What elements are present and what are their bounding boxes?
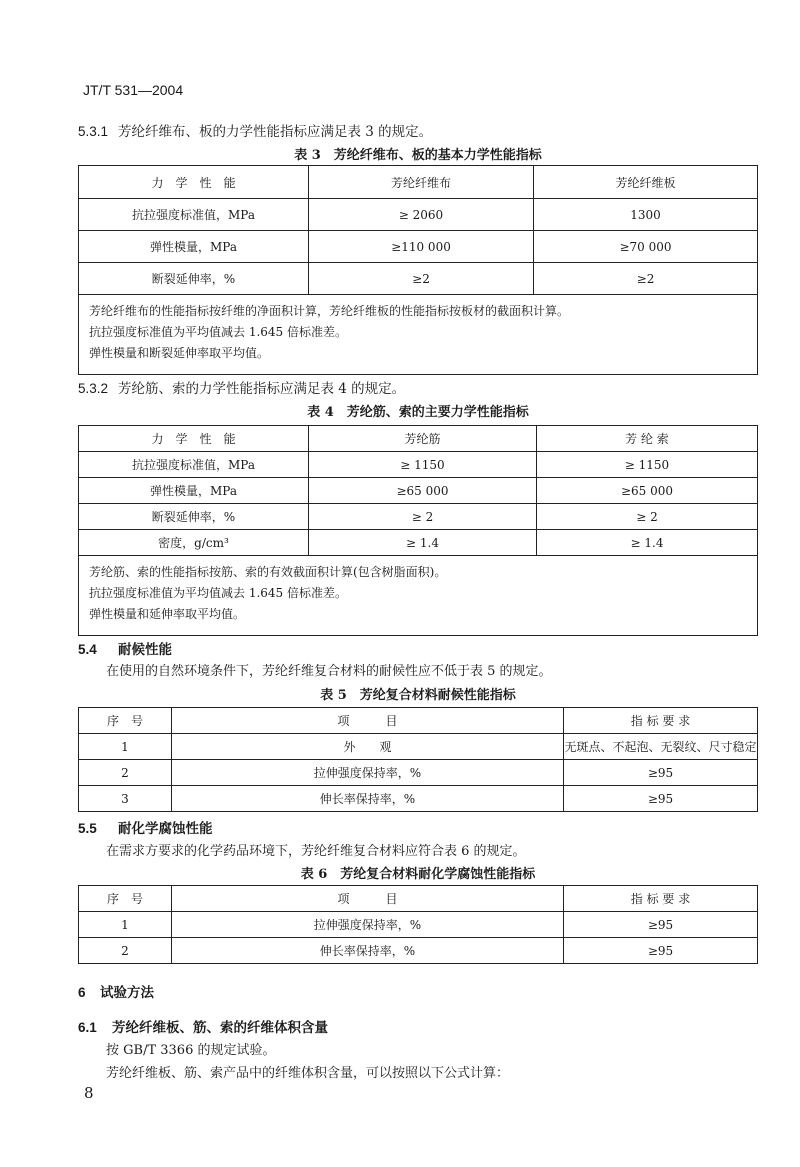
cell: ≥ 2 — [309, 504, 537, 530]
table-5-title: 表 5 芳纶复合材料耐候性能指标 — [320, 688, 516, 703]
cell: 弹性模量，MPa — [79, 478, 309, 504]
clause-5-3-2 — [78, 377, 405, 397]
clause-number: 6.1 — [78, 1020, 97, 1035]
table-header-row — [79, 708, 758, 734]
header-cell: 指 标 要 求 — [564, 886, 758, 912]
header-cell: 芳 纶 索 — [537, 426, 758, 452]
cell: 弹性模量，MPa — [79, 231, 309, 263]
section-5-5-heading — [78, 817, 213, 837]
header-cell: 指 标 要 求 — [564, 708, 758, 734]
document-code: JT/T 531—2004 — [83, 82, 184, 98]
cell: ≥110 000 — [309, 231, 534, 263]
note: 弹性模量和延伸率取平均值。 — [89, 607, 246, 621]
header-cell: 项 目 — [172, 708, 564, 734]
table-row — [79, 231, 758, 263]
cell: 断裂延伸率，% — [79, 263, 309, 295]
cell: ≥95 — [564, 912, 758, 938]
cell: 密度，g/cm³ — [79, 530, 309, 556]
paragraph: 在需求方要求的化学药品环境下，芳纶纤维复合材料应符合表 6 的规定。 — [106, 844, 526, 859]
header-cell: 序 号 — [79, 886, 172, 912]
clause-number: 6 — [78, 985, 86, 1000]
cell: ≥95 — [564, 938, 758, 964]
table-3 — [78, 165, 758, 375]
table-row — [79, 530, 758, 556]
cell: 2 — [79, 760, 172, 786]
section-5-4-heading — [78, 638, 172, 658]
note: 抗拉强度标准值为平均值减去 1.645 倍标准差。 — [89, 325, 347, 339]
cell: 无斑点、不起泡、无裂纹、尺寸稳定 — [564, 734, 758, 760]
table-row — [79, 452, 758, 478]
cell: ≥65 000 — [537, 478, 758, 504]
section-title: 芳纶纤维板、筋、索的纤维体积含量 — [112, 1020, 328, 1036]
cell: ≥2 — [534, 263, 758, 295]
cell: 1300 — [534, 199, 758, 231]
table-4 — [78, 425, 758, 636]
clause-number: 5.5 — [78, 821, 97, 836]
table-6-title: 表 6 芳纶复合材料耐化学腐蚀性能指标 — [300, 867, 536, 882]
note: 芳纶纤维布的性能指标按纤维的净面积计算，芳纶纤维板的性能指标按板材的截面积计算。 — [89, 304, 570, 318]
cell: 1 — [79, 912, 172, 938]
section-6-1-heading — [78, 1016, 328, 1036]
cell: ≥2 — [309, 263, 534, 295]
header-cell: 芳纶纤维布 — [309, 166, 534, 199]
clause-text: 芳纶纤维布、板的力学性能指标应满足表 3 的规定。 — [118, 124, 433, 140]
cell: 1 — [79, 734, 172, 760]
cell: ≥ 2060 — [309, 199, 534, 231]
header-cell: 芳纶纤维板 — [534, 166, 758, 199]
table-row — [79, 263, 758, 295]
section-title: 耐候性能 — [118, 642, 172, 658]
table-row — [79, 938, 758, 964]
cell: ≥ 1150 — [309, 452, 537, 478]
cell: ≥65 000 — [309, 478, 537, 504]
section-6-heading — [78, 981, 154, 1001]
page-number: 8 — [84, 1084, 94, 1102]
cell: ≥ 2 — [537, 504, 758, 530]
cell: 断裂延伸率，% — [79, 504, 309, 530]
table-row — [79, 199, 758, 231]
table-5 — [78, 707, 758, 812]
clause-number: 5.3.2 — [78, 381, 109, 396]
cell: ≥70 000 — [534, 231, 758, 263]
table-notes-row — [79, 556, 758, 636]
note: 芳纶筋、索的性能指标按筋、索的有效截面积计算(包含树脂面积)。 — [89, 565, 447, 579]
cell: 2 — [79, 938, 172, 964]
clause-number: 5.3.1 — [78, 124, 109, 139]
cell: 3 — [79, 786, 172, 812]
header-cell: 芳纶筋 — [309, 426, 537, 452]
section-title: 耐化学腐蚀性能 — [118, 821, 213, 837]
table-header-row — [79, 426, 758, 452]
cell: 伸长率保持率，% — [172, 938, 564, 964]
table-row — [79, 786, 758, 812]
clause-text: 芳纶筋、索的力学性能指标应满足表 4 的规定。 — [118, 381, 406, 397]
table-row — [79, 734, 758, 760]
clause-5-3-1 — [78, 120, 432, 140]
table-row — [79, 478, 758, 504]
cell: 拉伸强度保持率，% — [172, 912, 564, 938]
cell: 抗拉强度标准值，MPa — [79, 452, 309, 478]
cell: ≥ 1.4 — [309, 530, 537, 556]
cell: 抗拉强度标准值，MPa — [79, 199, 309, 231]
table-6 — [78, 885, 758, 964]
cell: ≥ 1150 — [537, 452, 758, 478]
header-cell: 力 学 性 能 — [79, 426, 309, 452]
table-header-row — [79, 886, 758, 912]
table-row — [79, 912, 758, 938]
table-notes-row — [79, 295, 758, 375]
paragraph: 芳纶纤维板、筋、索产品中的纤维体积含量，可以按照以下公式计算： — [106, 1066, 510, 1081]
header-cell: 项 目 — [172, 886, 564, 912]
header-cell: 序 号 — [79, 708, 172, 734]
cell: ≥95 — [564, 786, 758, 812]
table-row — [79, 504, 758, 530]
cell: ≥95 — [564, 760, 758, 786]
table-4-title: 表 4 芳纶筋、索的主要力学性能指标 — [307, 405, 529, 420]
section-title: 试验方法 — [100, 985, 154, 1001]
note: 弹性模量和断裂延伸率取平均值。 — [89, 346, 270, 360]
table-header-row — [79, 166, 758, 199]
note: 抗拉强度标准值为平均值减去 1.645 倍标准差。 — [89, 586, 347, 600]
clause-number: 5.4 — [78, 642, 97, 657]
cell: ≥ 1.4 — [537, 530, 758, 556]
cell: 拉伸强度保持率，% — [172, 760, 564, 786]
table-3-title: 表 3 芳纶纤维布、板的基本力学性能指标 — [294, 148, 542, 163]
paragraph: 在使用的自然环境条件下，芳纶纤维复合材料的耐候性应不低于表 5 的规定。 — [106, 664, 552, 679]
paragraph: 按 GB/T 3366 的规定试验。 — [106, 1043, 276, 1058]
cell: 外 观 — [172, 734, 564, 760]
cell: 伸长率保持率，% — [172, 786, 564, 812]
table-row — [79, 760, 758, 786]
header-cell: 力 学 性 能 — [79, 166, 309, 199]
